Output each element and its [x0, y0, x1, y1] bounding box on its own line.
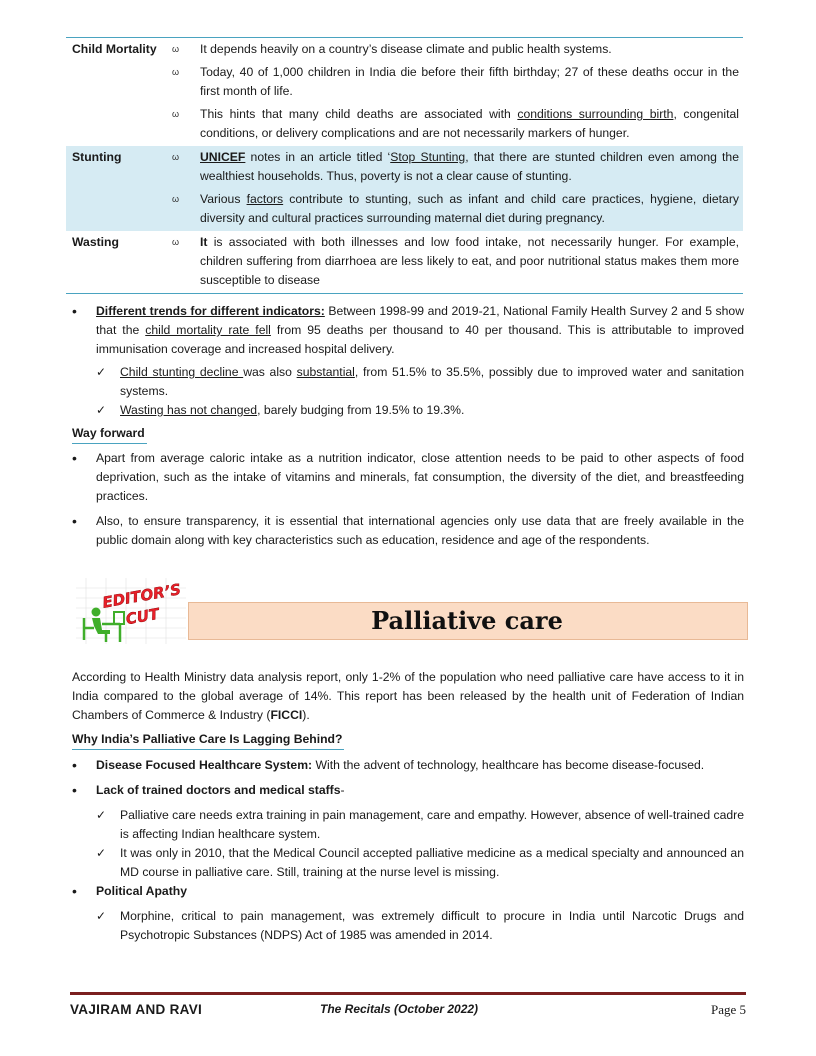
row-label: Child Mortality	[72, 42, 157, 56]
page-title: Palliative care	[371, 606, 563, 635]
list-item: ✓ Child stunting decline was also substantial, from 51.5% to 35.5%, possibly due to improved water and sanitation systems.	[96, 363, 744, 401]
editors-cut-logo	[76, 578, 186, 644]
bullet-icon: •	[72, 303, 77, 319]
editors-cut-line2: CUT	[124, 604, 161, 629]
footer-brand: VAJIRAM AND RAVI	[70, 1002, 203, 1017]
bullet-icon: •	[72, 883, 77, 899]
bullet-icon: ω	[172, 109, 180, 119]
footer-publication: The Recitals (October 2022)	[320, 1002, 479, 1016]
list-item: • Political Apathy	[72, 883, 187, 899]
table-row-wasting	[66, 231, 743, 293]
table-row-child-mortality	[66, 38, 743, 146]
checkmark-icon: ✓	[96, 365, 107, 379]
list-item: ✓ It was only in 2010, that the Medical Council accepted palliative medicine as a medical specialty and announced an MD course in palliative care. Still, training at the nurse level is missing.	[96, 844, 744, 882]
list-item: • Different trends for different indicators: Between 1998-99 and 2019-21, National Family Health Survey 2 and 5 show that the child mortality rate fell from 95 deaths per thousand to 40 per thousand. This is attributable to improved immunisation coverage and increased hospital delivery.	[72, 302, 744, 359]
list-item: ω It is associated with both illnesses and low food intake, not necessarily hunger. For example, children suffering from diarrhoea are less likely to eat, and poor nutritional status makes them more susceptible to disease	[164, 233, 739, 290]
list-item: ✓ Palliative care needs extra training in pain management, care and empathy. However, absence of well-trained cadre is affecting Indian healthcare system.	[96, 806, 744, 844]
intro-paragraph: According to Health Ministry data analysis report, only 1-2% of the population who need palliative care have access to it in India compared to the global average of 14%. This report has been released by the health unit of Federation of Indian Chambers of Commerce & Industry (FICCI).	[72, 670, 744, 722]
list-item: • Disease Focused Healthcare System: With the advent of technology, healthcare has become disease-focused.	[72, 757, 705, 773]
list-item: ω It depends heavily on a country’s disease climate and public health systems.	[164, 40, 739, 59]
table-row-stunting	[66, 146, 743, 231]
list-item: ω Various factors contribute to stunting, such as infant and child care practices, hygiene, dietary diversity and cultural practices surrounding maternal diet during pregnancy.	[164, 190, 739, 228]
bullet-icon: ω	[172, 67, 180, 77]
bullet-icon: ω	[172, 152, 180, 162]
list-item: ✓ Morphine, critical to pain management, was extremely difficult to procure in India until Narcotic Drugs and Psychotropic Substances (NDPS) Act of 1985 was amended in 2014.	[96, 907, 744, 945]
indicator-table	[66, 37, 743, 294]
list-item: ✓ Wasting has not changed, barely budging from 19.5% to 19.3%.	[96, 401, 744, 420]
list-item: ω UNICEF notes in an article titled ‘Stop Stunting, that there are stunted children even among the wealthiest households. Thus, poverty is not a clear cause of stunting.	[164, 148, 739, 186]
page-footer	[70, 1000, 746, 1020]
list-item: ω This hints that many child deaths are associated with conditions surrounding birth, congenital conditions, or delivery complications and are not necessarily markers of hunger.	[164, 105, 739, 143]
bullet-icon: ω	[172, 194, 180, 204]
bullet-icon: •	[72, 782, 77, 798]
list-item: • Lack of trained doctors and medical staffs-	[72, 782, 345, 798]
checkmark-icon: ✓	[96, 846, 107, 860]
bullet-icon: •	[72, 757, 77, 773]
checkmark-icon: ✓	[96, 403, 107, 417]
list-item: ω Today, 40 of 1,000 children in India die before their fifth birthday; 27 of these deaths occur in the first month of life.	[164, 63, 739, 101]
way-forward-section	[72, 424, 744, 550]
row-label: Wasting	[72, 235, 119, 249]
section-heading: Way forward	[72, 424, 147, 444]
bullet-icon: ω	[172, 44, 180, 54]
footer-rule	[70, 992, 746, 995]
checkmark-icon: ✓	[96, 909, 107, 923]
page-number: Page 5	[710, 1002, 746, 1017]
why-section	[72, 730, 744, 945]
bullet-icon: •	[72, 513, 77, 529]
checkmark-icon: ✓	[96, 808, 107, 822]
bullet-icon: ω	[172, 237, 180, 247]
list-item: • Also, to ensure transparency, it is essential that international agencies only use data that are freely available in the public domain along with key characteristics such as education, residence and age of the respondents.	[72, 512, 744, 550]
trends-section	[72, 302, 744, 420]
editors-cut-line1: EDITOR’S	[101, 580, 183, 612]
list-item: • Apart from average caloric intake as a nutrition indicator, close attention needs to be paid to other aspects of food deprivation, such as the intake of vitamins and minerals, fat consumption, the diversity of the diet, and breastfeeding practices.	[72, 449, 744, 506]
bullet-icon: •	[72, 450, 77, 466]
row-label: Stunting	[72, 150, 122, 164]
section-heading: Why India’s Palliative Care Is Lagging Behind?	[72, 730, 344, 750]
